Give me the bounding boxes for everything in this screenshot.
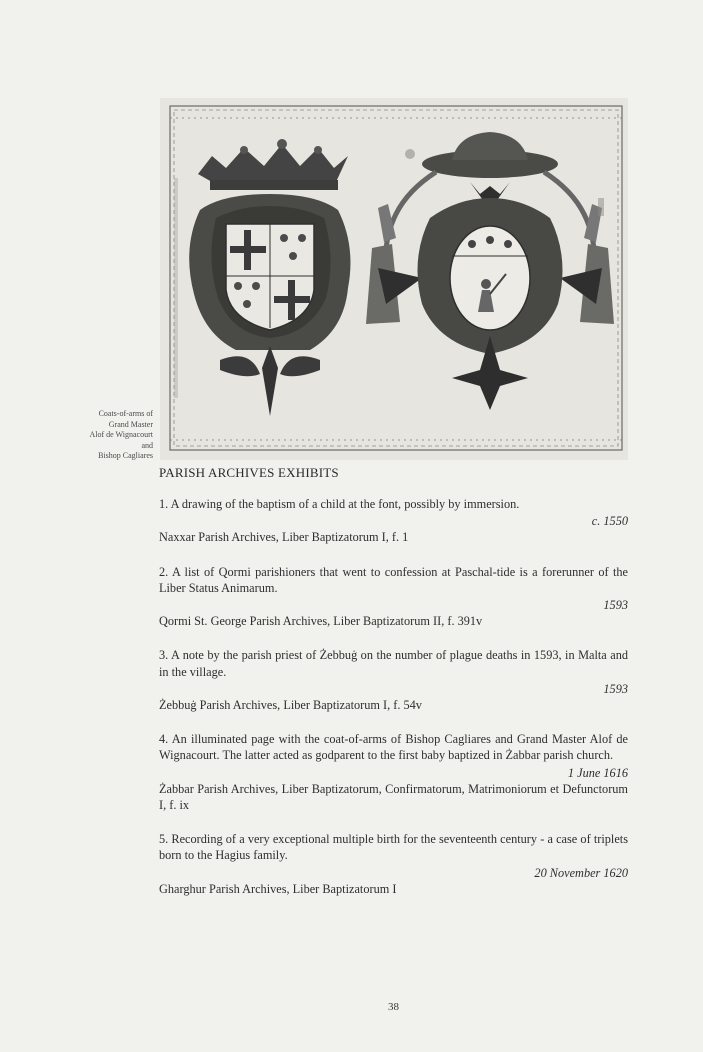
exhibit-item xyxy=(159,564,628,630)
exhibit-description: 2. A list of Qormi parishioners that went to confession at Paschal-tide is a forerunner of the Liber Status Animarum. xyxy=(159,564,628,595)
caption-line: Coats-of-arms of xyxy=(98,409,153,418)
exhibit-date: 20 November 1620 xyxy=(534,865,628,880)
exhibit-source: Qormi St. George Parish Archives, Liber Baptizatorum II, f. 391v xyxy=(159,614,483,629)
caption-line: Alof de Wignacourt xyxy=(89,430,153,440)
exhibit-description: 3. A note by the parish priest of Żebbuġ on the number of plague deaths in 1593, in Malta and in the village. xyxy=(159,648,628,679)
exhibit-date: 1593 xyxy=(603,598,628,613)
caption-line: Grand Master xyxy=(108,419,153,429)
exhibit-source: Naxxar Parish Archives, Liber Baptizatorum I, f. 1 xyxy=(159,530,409,545)
page-number: 38 xyxy=(388,1001,399,1013)
exhibit-description: 4. An illuminated page with the coat-of-arms of Bishop Cagliares and Grand Master Alof de Wignacourt. The latter acted as godparent to the first baby baptized in Żabbar parish church. xyxy=(159,732,628,763)
exhibit-description: 1. A drawing of the baptism of a child at the font, possibly by immersion. xyxy=(159,497,520,511)
exhibit-source: Żebbuġ Parish Archives, Liber Baptizatorum I, f. 54v xyxy=(159,698,422,713)
exhibit-source: Żabbar Parish Archives, Liber Baptizatorum, Confirmatorum, Matrimoniorum et Defunctorum I, f. ix xyxy=(159,781,628,813)
exhibit-date: c. 1550 xyxy=(591,514,628,529)
exhibit-list xyxy=(159,496,628,915)
exhibit-item xyxy=(159,831,628,897)
section-title: PARISH ARCHIVES EXHIBITS xyxy=(159,465,339,480)
caption-line: and xyxy=(141,440,153,450)
caption-line: Bishop Cagliares xyxy=(98,451,153,461)
exhibit-date: 1 June 1616 xyxy=(567,765,628,780)
exhibit-description: 5. Recording of a very exceptional multiple birth for the seventeenth century - a case of triplets born to the Hagius family. xyxy=(159,832,628,863)
exhibit-item xyxy=(159,647,628,713)
exhibit-date: 1593 xyxy=(603,681,628,696)
coats-of-arms-illustration xyxy=(160,98,628,460)
exhibit-item xyxy=(159,731,628,813)
exhibit-item xyxy=(159,496,628,546)
exhibit-source: Gharghur Parish Archives, Liber Baptizatorum I xyxy=(159,881,397,896)
figure-caption xyxy=(40,409,153,462)
